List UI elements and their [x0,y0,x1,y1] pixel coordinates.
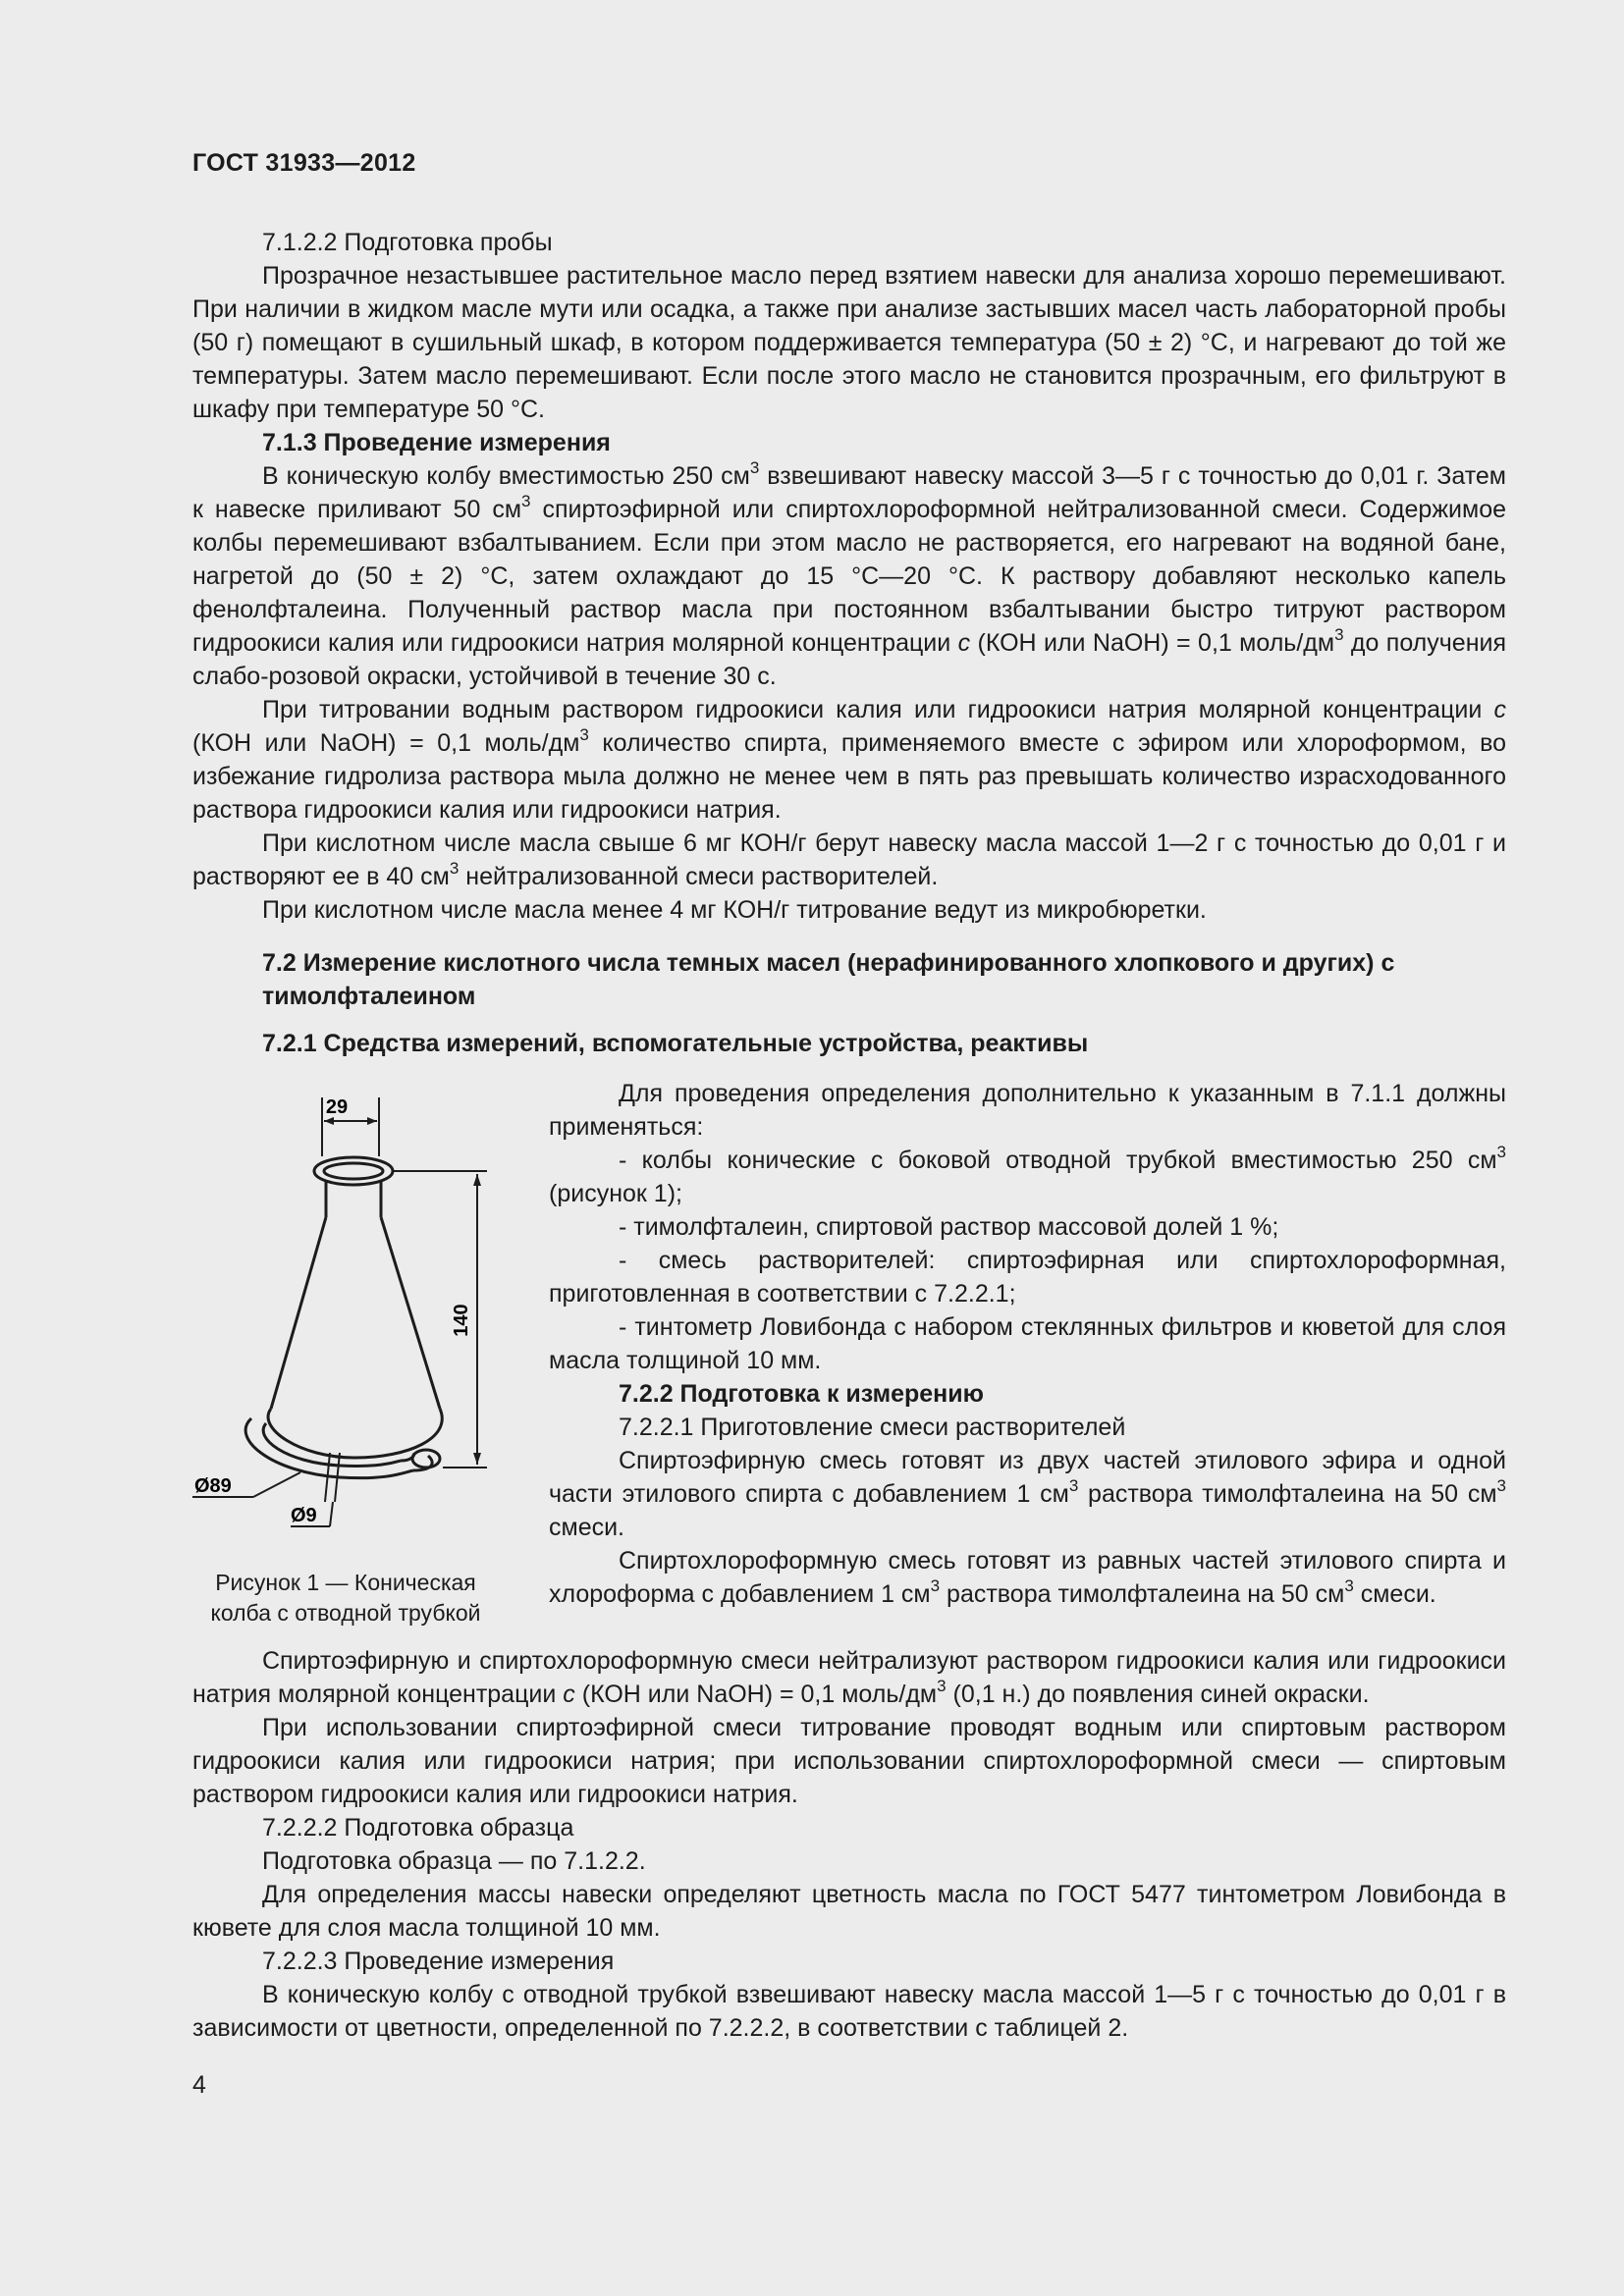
section-7222-paragraph-2: Для определения массы навески определяют цветность масла по ГОСТ 5477 тинтометром Ловибонда в кювете для слоя масла толщиной 10 мм. [192,1881,1506,1942]
section-713-title: 7.1.3 Проведение измерения [262,429,611,456]
dimension-base-diameter: Ø89 [194,1475,232,1497]
section-72-title: 7.2 Измерение кислотного числа темных масел (нерафинированного хлопкового и других) с тимолфталеином [262,949,1395,1010]
section-713-paragraph-2: При титровании водным раствором гидроокиси калия или гидроокиси натрия молярной концентрации с (КОН или NaOH) = 0,1 моль/$дм^3$ количество спирта, применяемого вместе с эфиром или хлороформом, во избежание гидролиза раствора мыла должно не менее чем в пять раз превышать количество израсходованного раствора гидроокиси калия или гидроокиси натрия. [192,696,1506,824]
section-7122-paragraph: Прозрачное незастывшее растительное масло перед взятием навески для анализа хорошо перемешивают. При наличии в жидком масле мути или осадка, а также при анализе застывших масел часть лабораторной пробы (50 г) помещают в сушильный шкаф, в котором поддерживается температура (50 ± 2) °С, и нагревают до той же температуры. Затем масло перемешивают. Если после этого масло не становится прозрачным, его фильтруют в шкафу при температуре 50 °С. [192,262,1506,423]
section-7223-title: 7.2.2.3 Проведение измерения [262,1948,615,1975]
section-722-title: 7.2.2 Подготовка к измерению [619,1380,984,1408]
section-7223-paragraph: В коническую колбу с отводной трубкой взвешивают навеску масла массой 1—5 г с точностью до 0,01 г в зависимости от цветности, определенной по 7.2.2.2, в соответствии с таблицей 2. [192,1981,1506,2042]
list-item-thymolphthalein: - тимолфталеин, спиртовой раствор массовой долей 1 %; [619,1213,1279,1241]
section-7221-title: 7.2.2.1 Приготовление смеси растворителей [619,1414,1126,1441]
text-block-bottom [192,1644,1506,2045]
section-7221-paragraph-2: Спиртохлороформную смесь готовят из равных частей этилового спирта и хлороформа с добавлением 1 $см^3$ раствора тимолфталеина на 50 $см^3$ смеси. [549,1547,1506,1608]
list-item-tintometer: - тинтометр Ловибонда с набором стеклянных фильтров и кюветой для слоя масла толщиной 10 мм. [549,1313,1506,1374]
standard-code-header: ГОСТ 31933—2012 [192,149,416,177]
dimension-tube-diameter: Ø9 [291,1505,317,1526]
section-7122-title: 7.1.2.2 Подготовка пробы [262,229,553,256]
section-713-paragraph-4: При кислотном числе масла менее 4 мг КОН/г титрование ведут из микробюретки. [262,896,1207,924]
section-721-intro: Для проведения определения дополнительно к указанным в 7.1.1 должны применяться: [549,1080,1506,1141]
figure-caption: Рисунок 1 — Коническая колба с отводной трубкой [210,1570,481,1626]
dimension-top-width: 29 [325,1096,349,1118]
figure-conical-flask [192,1080,526,1629]
text-block-top [192,226,1506,1060]
section-7222-paragraph-1: Подготовка образца — по 7.1.2.2. [262,1847,646,1875]
text-block-beside-figure [549,1077,1506,1611]
section-7221-paragraph-4: При использовании спиртоэфирной смеси титрование проводят водным или спиртовым раствором гидроокиси калия или гидроокиси натрия; при использовании спиртохлороформной смеси — спиртовым раствором гидроокиси калия или гидроокиси натрия. [192,1714,1506,1808]
list-item-flasks: - колбы конические с боковой отводной трубкой вместимостью 250 $см^3$ (рисунок 1); [549,1142,1506,1207]
dimension-height: 140 [451,1304,472,1337]
list-item-solvent-mix: - смесь растворителей: спиртоэфирная или спиртохлороформная, приготовленная в соответствии с 7.2.2.1; [549,1247,1506,1308]
section-7222-title: 7.2.2.2 Подготовка образца [262,1814,574,1842]
section-713-paragraph-1: В коническую колбу вместимостью 250 $см^3$ взвешивают навеску массой 3—5 г с точностью до 0,01 г. Затем к навеске приливают 50 $см^3$ спиртоэфирной или спиртохлороформной нейтрализованной смеси. Содержимое колбы перемешивают взбалтыванием. Если при этом масло не растворяется, его нагревают на водяной бане, нагретой до (50 ± 2) °С, затем охлаждают до 15 °С—20 °С. К раствору добавляют несколько капель фенолфталеина. Полученный раствор масла при постоянном взбалтывании быстро титруют раствором гидроокиси калия или гидроокиси натрия молярной концентрации с (КОН или NaOH) = 0,1 моль/$дм^3$ до получения слабо-розовой окраски, устойчивой в течение 30 с. [192,457,1507,690]
page-number: 4 [192,2071,206,2099]
section-7221-paragraph-1: Спиртоэфирную смесь готовят из двух частей этилового эфира и одной части этилового спирта с добавлением 1 $см^3$ раствора тимолфталеина на 50 $см^3$ смеси. [549,1447,1506,1541]
section-721-title: 7.2.1 Средства измерений, вспомогательные устройства, реактивы [262,1030,1089,1057]
conical-flask-drawing [192,1080,526,1571]
section-713-paragraph-3: При кислотном числе масла свыше 6 мг КОН/г берут навеску масла массой 1—2 г с точностью до 0,01 г и растворяют ее в 40 $см^3$ нейтрализованной смеси растворителей. [192,829,1506,890]
section-7221-paragraph-3: Спиртоэфирную и спиртохлороформную смеси нейтрализуют раствором гидроокиси калия или гидроокиси натрия молярной концентрации с (КОН или NaOH) = 0,1 моль/$дм^3$ (0,1 н.) до появления синей окраски. [192,1647,1506,1708]
